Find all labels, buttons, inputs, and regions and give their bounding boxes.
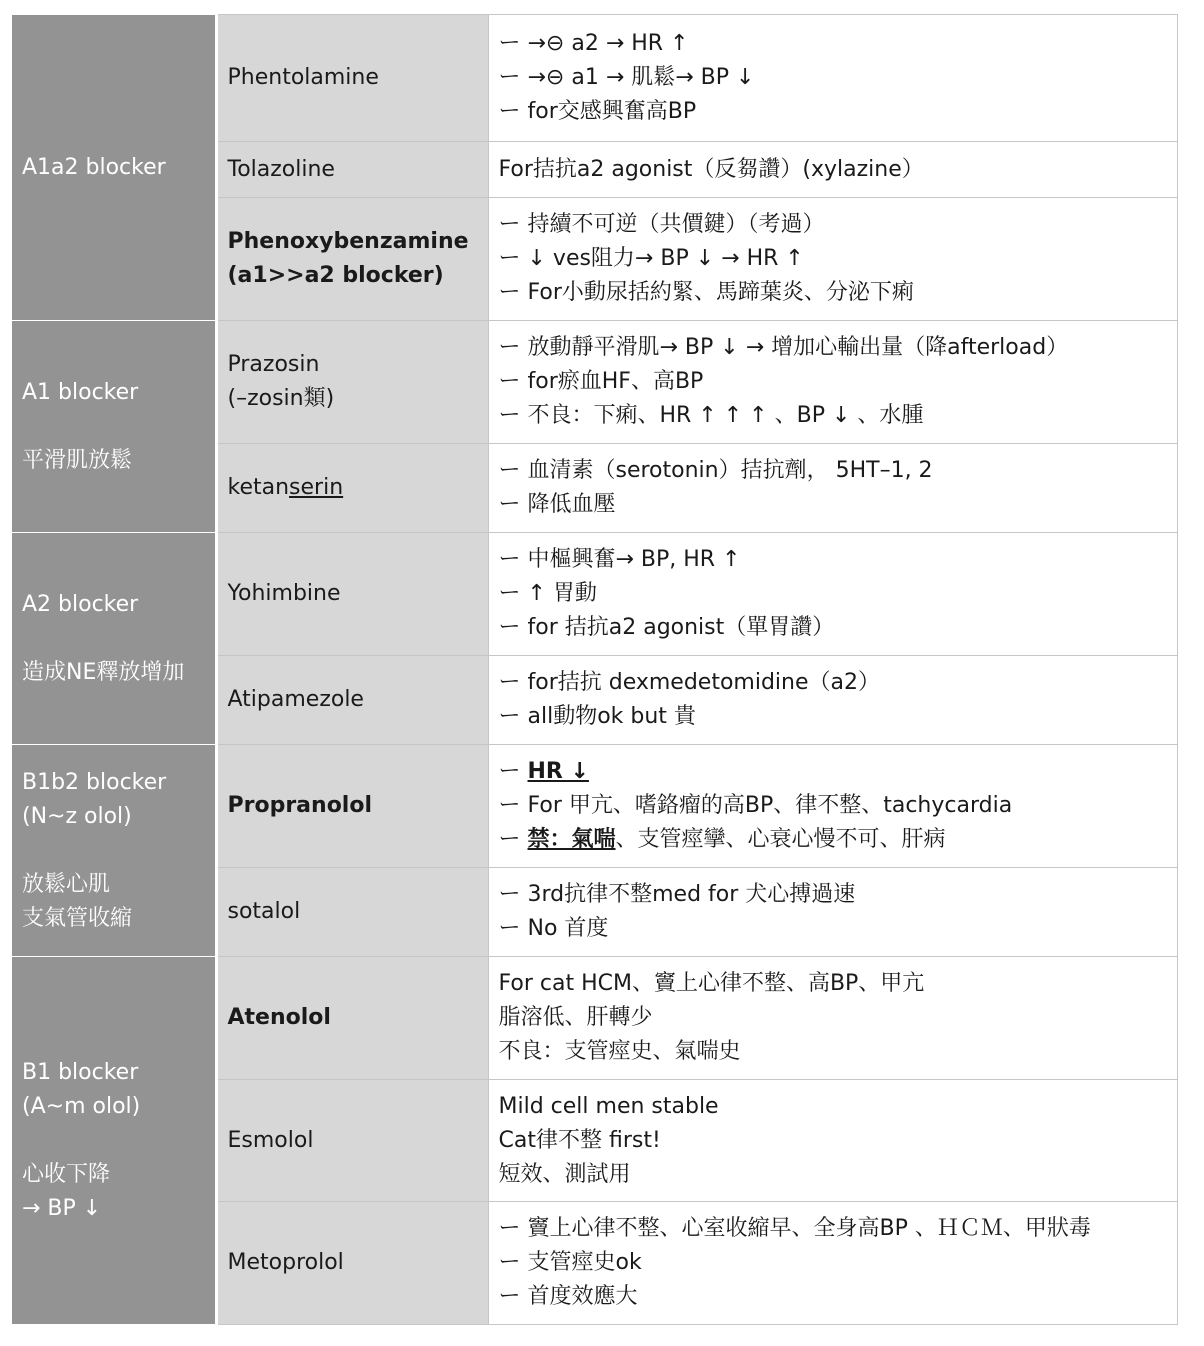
drug-name-part: ketan <box>227 475 290 500</box>
desc-prazosin <box>488 321 1178 444</box>
desc-line: ー for瘀血HF、高BP <box>498 369 704 394</box>
drug-tolazoline <box>216 142 488 198</box>
desc-phentolamine <box>488 15 1178 142</box>
desc-line: ー ↓ ves阻力→ BP ↓ → HR ↑ <box>498 246 804 271</box>
drug-propranolol <box>216 745 488 868</box>
desc-atipamezole <box>488 656 1178 745</box>
table-row <box>12 745 1178 868</box>
desc-emphasis: 禁：氣喘 <box>527 827 616 852</box>
category-suffix: (N~z olol) <box>22 803 132 829</box>
desc-line: ー 不良：下痢、HR ↑ ↑ ↑ 、BP ↓ 、水腫 <box>498 403 924 428</box>
category-b1b2 <box>12 745 216 957</box>
drug-name: Atenolol <box>227 1005 331 1030</box>
table-row <box>12 15 1178 142</box>
category-note: 造成NE釋放增加 <box>22 659 185 685</box>
desc-line: ー for 拮抗a2 agonist（單胃讚） <box>498 615 835 640</box>
drug-name: Yohimbine <box>227 581 341 606</box>
desc-line: 脂溶低、肝轉少 <box>498 1005 653 1030</box>
desc-line: ー ↑ 胃動 <box>498 581 597 606</box>
desc-line: 不良：支管痙史、氣喘史 <box>498 1039 741 1064</box>
desc-prefix: ー <box>498 759 528 784</box>
desc-line: ー 首度效應大 <box>498 1284 638 1309</box>
desc-line: For cat HCM、竇上心律不整、高BP、甲亢 <box>498 971 925 996</box>
drug-ketanserin <box>216 444 488 533</box>
desc-line: ー For小動尿括約緊、馬蹄葉炎、分泌下痢 <box>498 280 914 305</box>
desc-line: ー 竇上心律不整、心室收縮早、全身高BP 、ＨＣＭ、甲狀毒 <box>498 1216 1091 1241</box>
category-a1a2 <box>12 15 216 321</box>
desc-line: Mild cell men stable <box>498 1093 719 1119</box>
desc-line: ー For 甲亢、嗜鉻瘤的高BP、律不整、tachycardia <box>498 793 1013 818</box>
category-label: B1 blocker <box>22 1059 139 1085</box>
drug-name: Prazosin <box>227 352 320 377</box>
drug-name: Atipamezole <box>227 687 364 712</box>
category-note: 平滑肌放鬆 <box>22 447 133 473</box>
desc-sotalol <box>488 868 1178 957</box>
category-a2 <box>12 533 216 745</box>
drug-prazosin <box>216 321 488 444</box>
desc-line: ー 放動靜平滑肌→ BP ↓ → 增加心輸出量（降afterload） <box>498 335 1069 360</box>
category-label: B1b2 blocker <box>22 769 167 795</box>
desc-emphasis: HR ↓ <box>527 759 589 784</box>
drug-name: Phenoxybenzamine <box>227 229 469 254</box>
desc-yohimbine <box>488 533 1178 656</box>
desc-tolazoline <box>488 142 1178 198</box>
desc-line: For拮抗a2 agonist（反芻讚）(xylazine） <box>498 156 924 182</box>
drug-yohimbine <box>216 533 488 656</box>
drug-name: Tolazoline <box>227 156 335 182</box>
drug-name: sotalol <box>227 899 301 924</box>
desc-line: ー 持續不可逆（共價鍵）（考過） <box>498 212 825 237</box>
drug-name <box>228 471 478 505</box>
desc-line: ー 降低血壓 <box>498 492 616 517</box>
drug-phentolamine <box>216 15 488 142</box>
desc-atenolol <box>488 957 1178 1080</box>
category-b1 <box>12 957 216 1325</box>
category-label: A1 blocker <box>22 379 139 405</box>
desc-line <box>499 755 1168 789</box>
drug-atipamezole <box>216 656 488 745</box>
drug-name-underlined: serin <box>289 475 344 500</box>
desc-line: 短效、測試用 <box>498 1161 631 1187</box>
desc-line: ー for交感興奮高BP <box>498 99 697 124</box>
desc-line: ー for拮抗 dexmedetomidine（a2） <box>498 670 880 695</box>
drug-name: Propranolol <box>227 793 373 818</box>
desc-ketanserin <box>488 444 1178 533</box>
desc-line: ー →⊖ a2 → HR ↑ <box>498 31 689 56</box>
desc-line: ー →⊖ a1 → 肌鬆→ BP ↓ <box>498 65 755 90</box>
category-note: 心收下降 <box>22 1161 111 1187</box>
desc-prefix: ー <box>498 827 528 852</box>
table-row <box>12 533 1178 656</box>
category-note: 支氣管收縮 <box>22 905 133 931</box>
category-a1 <box>12 321 216 533</box>
drug-sotalol <box>216 868 488 957</box>
category-label: A2 blocker <box>22 591 139 617</box>
drug-atenolol <box>216 957 488 1080</box>
desc-line: ー 3rd抗律不整med for 犬心搏過速 <box>498 882 856 907</box>
drug-name: Esmolol <box>227 1127 314 1153</box>
category-suffix: (A~m olol) <box>22 1093 141 1119</box>
drug-metoprolol <box>216 1202 488 1325</box>
category-note: → BP ↓ <box>22 1195 102 1221</box>
desc-propranolol <box>488 745 1178 868</box>
desc-metoprolol <box>488 1202 1178 1325</box>
desc-line: ー 中樞興奮→ BP, HR ↑ <box>498 547 741 572</box>
category-label: A1a2 blocker <box>22 154 166 180</box>
desc-line: ー 血清素（serotonin）拮抗劑， 5HT–1, 2 <box>498 458 933 483</box>
drug-esmolol <box>216 1080 488 1202</box>
drug-table <box>12 14 1178 1325</box>
drug-name: Metoprolol <box>227 1250 344 1275</box>
category-note: 放鬆心肌 <box>22 871 111 897</box>
drug-subname: (a1>>a2 blocker) <box>227 263 444 288</box>
desc-line: ー No 首度 <box>498 916 609 941</box>
desc-line <box>499 823 1168 857</box>
desc-rest: 、支管痙攣、心衰心慢不可、肝病 <box>615 827 946 852</box>
drug-phenoxybenzamine <box>216 198 488 321</box>
desc-line: ー 支管痙史ok <box>498 1250 642 1275</box>
desc-line: ー all動物ok but 貴 <box>498 704 696 729</box>
desc-esmolol <box>488 1080 1178 1202</box>
desc-phenoxybenzamine <box>488 198 1178 321</box>
table-row <box>12 957 1178 1080</box>
table-row <box>12 321 1178 444</box>
desc-line: Cat律不整 first! <box>498 1127 661 1153</box>
drug-subname: (–zosin類) <box>227 386 335 411</box>
drug-name: Phentolamine <box>227 65 379 90</box>
